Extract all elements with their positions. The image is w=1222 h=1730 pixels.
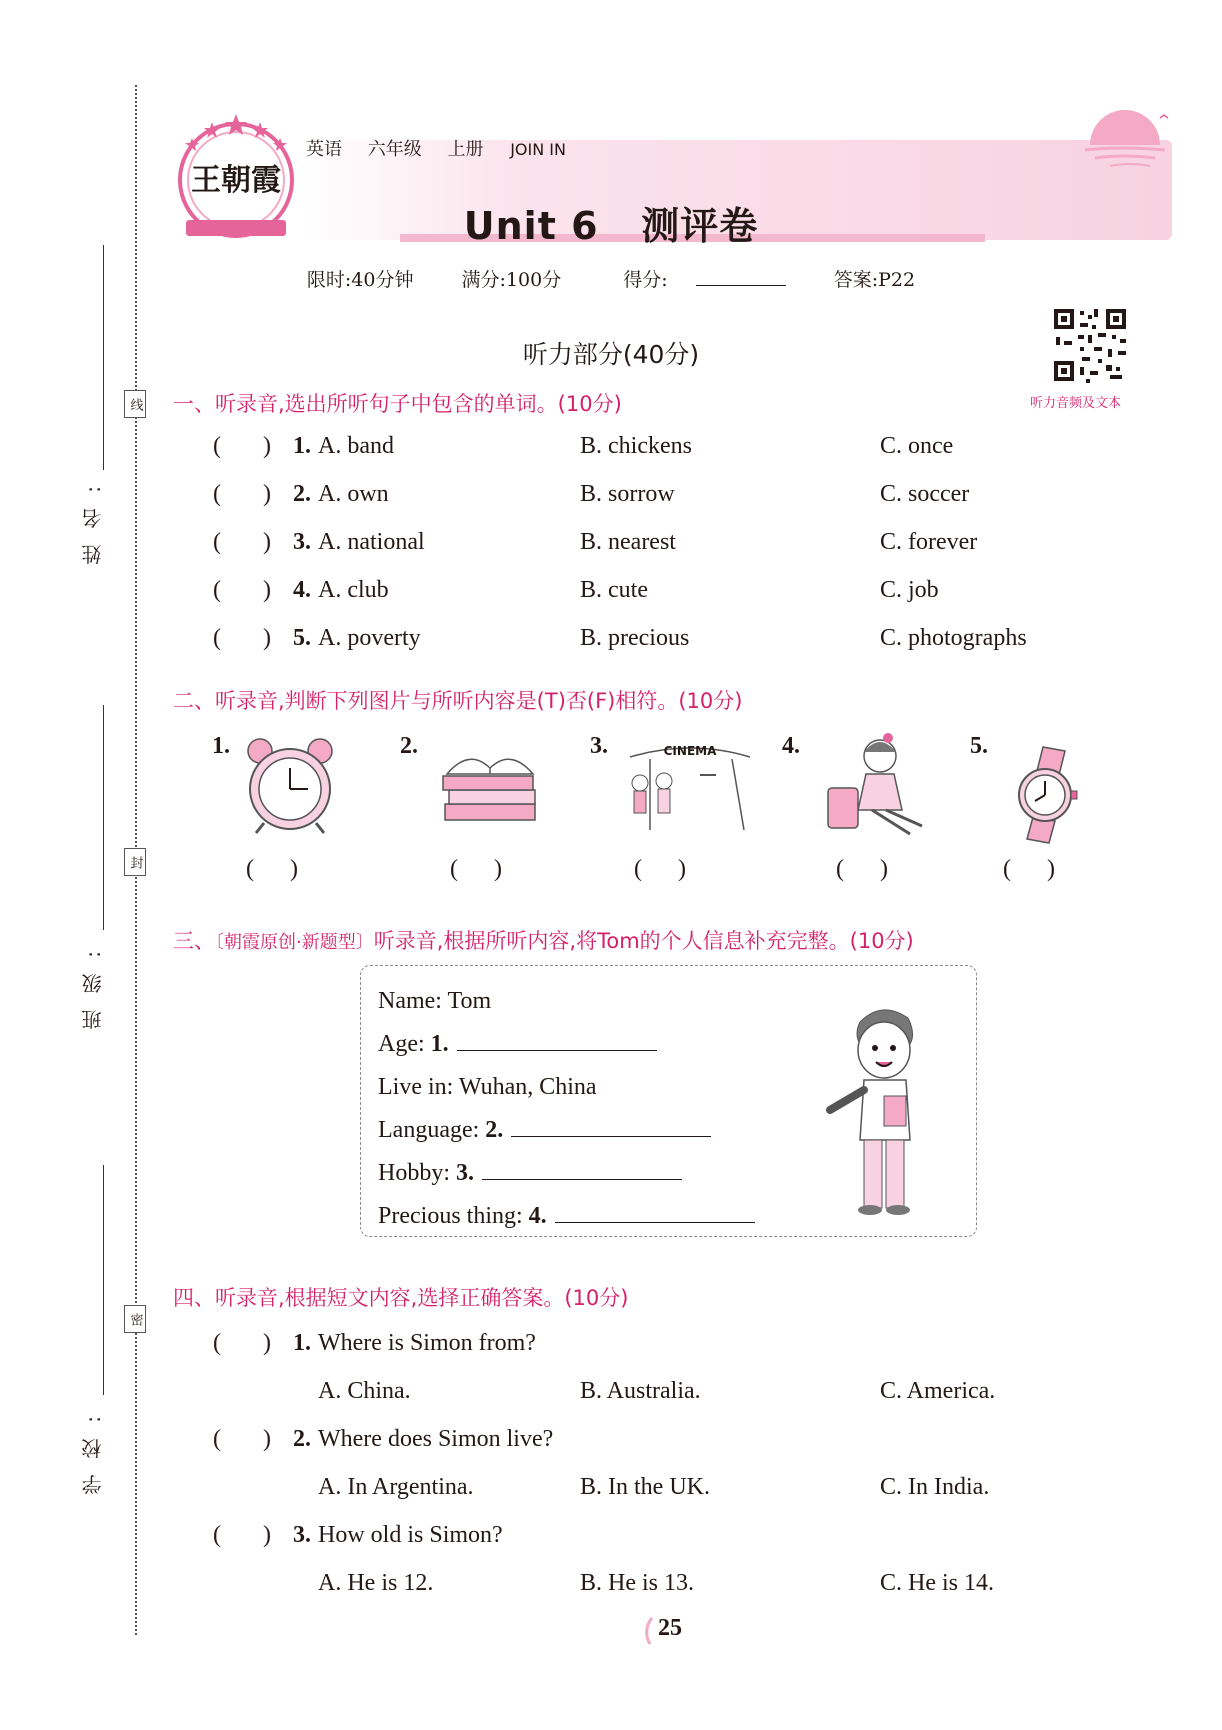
score-blank[interactable] [696,285,786,286]
binding-mark-xian: 线 [124,390,146,418]
volume-label: 上册 [447,139,484,160]
section2-title: 二、听录音,判断下列图片与所听内容是(T)否(F)相符。(10分) [173,689,743,713]
picture-number-5: 5. [970,733,988,759]
girl-with-suitcase-icon [822,730,932,840]
picture-number-4: 4. [782,733,800,759]
page-title: Unit 6 测评卷 [463,204,759,248]
info-live-line: Live in: Wuhan, China [378,1074,597,1100]
class-field-label: 班级: [81,935,105,1030]
picture-answer-1[interactable]: ( ) [246,856,298,882]
cinema-scene-icon [620,735,760,835]
sunset-icon [1080,100,1180,180]
picture-answer-5[interactable]: ( ) [1003,856,1055,882]
subject-label: 英语 [306,139,342,160]
class-field-line[interactable] [103,705,104,930]
info-language-line: Language: 2. [378,1117,711,1144]
answer-ref: 答案:P22 [833,269,916,291]
info-hobby-line: Hobby: 3. [378,1160,682,1187]
book-meta [306,135,587,161]
section4-title: 四、听录音,根据短文内容,选择正确答案。(10分) [173,1286,629,1310]
brand-name: 王朝霞 [191,163,281,198]
info-age-line: Age: 1. [378,1031,657,1058]
info-name-line: Name: Tom [378,988,492,1014]
exam-limits [0,265,1222,292]
answer-bracket[interactable]: ( ) [213,529,271,555]
answer-bracket[interactable]: ( ) [213,1330,271,1356]
score-label: 得分: [623,269,668,291]
name-field-label: 姓名: [81,470,105,565]
picture-answer-4[interactable]: ( ) [836,856,888,882]
picture-answer-2[interactable]: ( ) [450,856,502,882]
edition-label: JOIN IN [510,140,566,159]
qr-label: 听力音频及文本 [1030,396,1122,411]
picture-number-3: 3. [590,733,608,759]
hobby-blank[interactable] [482,1160,682,1180]
picture-number-1: 1. [212,733,230,759]
grade-label: 六年级 [367,139,422,160]
alarm-clock-icon [238,735,342,835]
binding-mark-feng: 封 [124,848,146,876]
age-blank[interactable] [457,1031,657,1051]
answer-bracket[interactable]: ( ) [213,433,271,459]
section1-title: 一、听录音,选出所听句子中包含的单词。(10分) [173,392,622,416]
boy-tom-icon [820,1000,940,1215]
new-question-tag: 〔朝霞原创·新题型〕 [215,932,374,953]
full-score: 满分:100分 [461,269,562,291]
precious-thing-blank[interactable] [555,1203,755,1223]
time-limit: 限时:40分钟 [306,269,414,291]
picture-answer-3[interactable]: ( ) [634,856,686,882]
books-icon [435,738,545,828]
binding-mark-mi: 密 [124,1305,146,1333]
answer-bracket[interactable]: ( ) [213,481,271,507]
page-number: 25 [658,1615,682,1641]
listening-part-title: 听力部分(40分) [522,340,700,369]
school-field-line[interactable] [103,1165,104,1395]
answer-bracket[interactable]: ( ) [213,577,271,603]
answer-bracket[interactable]: ( ) [213,625,271,651]
info-thing-line: Precious thing: 4. [378,1203,755,1230]
picture-number-2: 2. [400,733,418,759]
answer-bracket[interactable]: ( ) [213,1522,271,1548]
wristwatch-icon [1005,745,1085,845]
school-field-label: 学校: [81,1400,105,1495]
section3-title: 三、〔朝霞原创·新题型〕听录音,根据所听内容,将Tom的个人信息补充完整。(10分) [173,929,914,953]
cinema-sign: CINEMA [663,744,717,758]
language-blank[interactable] [511,1117,711,1137]
answer-bracket[interactable]: ( ) [213,1426,271,1452]
